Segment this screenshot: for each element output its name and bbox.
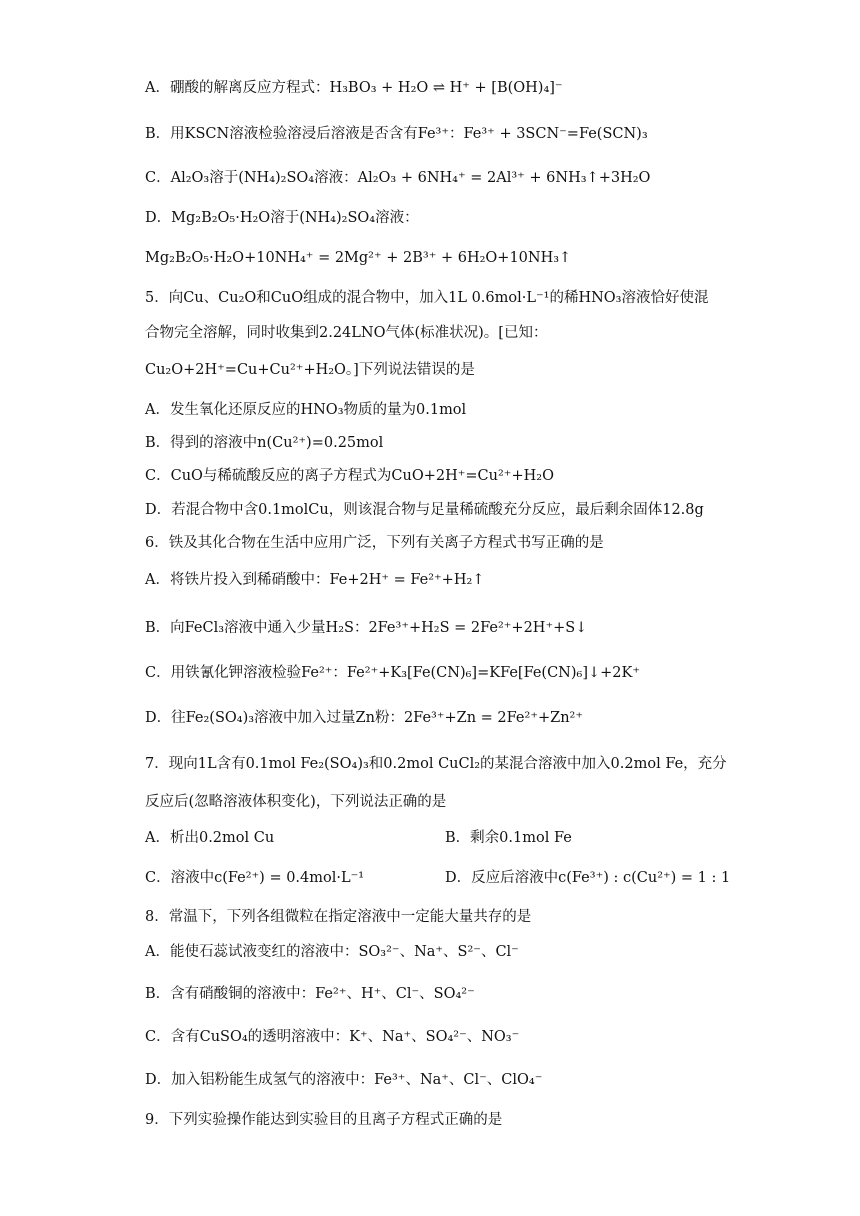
q5-option-c: C．CuO与稀硫酸反应的离子方程式为CuO+2H⁺=Cu²⁺+H₂O <box>145 468 554 484</box>
q6-option-d: D．往Fe₂(SO₄)₃溶液中加入过量Zn粉：2Fe³⁺+Zn = 2Fe²⁺+Zn²⁺ <box>145 710 584 726</box>
q7-option-d: D．反应后溶液中c(Fe³⁺) : c(Cu²⁺) = 1 : 1 <box>445 870 731 886</box>
q8-option-b: B．含有硝酸铜的溶液中：Fe²⁺、H⁺、Cl⁻、SO₄²⁻ <box>145 986 475 1002</box>
q5-stem-line-3: Cu₂O+2H⁺=Cu+Cu²⁺+H₂O。]下列说法错误的是 <box>145 362 475 378</box>
q4-option-b: B．用KSCN溶液检验溶浸后溶液是否含有Fe³⁺：Fe³⁺ + 3SCN⁻=Fe(SCN)₃ <box>145 126 648 142</box>
q6-stem: 6．铁及其化合物在生活中应用广泛，下列有关离子方程式书写正确的是 <box>145 535 604 551</box>
q7-option-c: C．溶液中c(Fe²⁺) = 0.4mol·L⁻¹ <box>145 870 365 886</box>
q7-stem-line-1: 7．现向1L含有0.1mol Fe₂(SO₄)₃和0.2mol CuCl₂的某混合溶液中加入0.2mol Fe，充分 <box>145 756 727 772</box>
q5-option-b: B．得到的溶液中n(Cu²⁺)=0.25mol <box>145 435 384 451</box>
q6-option-c: C．用铁氰化钾溶液检验Fe²⁺：Fe²⁺+K₃[Fe(CN)₆]=KFe[Fe(CN)₆]↓+2K⁺ <box>145 665 641 681</box>
q8-option-d: D．加入铝粉能生成氢气的溶液中：Fe³⁺、Na⁺、Cl⁻、ClO₄⁻ <box>145 1072 543 1088</box>
q5-stem-line-1: 5．向Cu、Cu₂O和CuO组成的混合物中，加入1L 0.6mol·L⁻¹的稀HNO₃溶液恰好使混 <box>145 290 709 306</box>
q7-option-b: B．剩余0.1mol Fe <box>445 830 572 846</box>
q9-stem: 9．下列实验操作能达到实验目的且离子方程式正确的是 <box>145 1112 503 1128</box>
q5-option-d: D．若混合物中含0.1molCu，则该混合物与足量稀硫酸充分反应，最后剩余固体12.8g <box>145 502 704 518</box>
q5-stem-line-2: 合物完全溶解，同时收集到2.24LNO气体(标准状况)。[已知： <box>145 325 548 341</box>
q4-option-d-equation: Mg₂B₂O₅·H₂O+10NH₄⁺ = 2Mg²⁺ + 2B³⁺ + 6H₂O+10NH₃↑ <box>145 250 572 266</box>
q6-option-b: B．向FeCl₃溶液中通入少量H₂S：2Fe³⁺+H₂S = 2Fe²⁺+2H⁺+S↓ <box>145 620 588 636</box>
q6-option-a: A．将铁片投入到稀硝酸中：Fe+2H⁺ = Fe²⁺+H₂↑ <box>145 572 485 588</box>
q4-option-c: C．Al₂O₃溶于(NH₄)₂SO₄溶液：Al₂O₃ + 6NH₄⁺ = 2Al³⁺ + 6NH₃↑+3H₂O <box>145 170 651 186</box>
q8-option-c: C．含有CuSO₄的透明溶液中：K⁺、Na⁺、SO₄²⁻、NO₃⁻ <box>145 1029 520 1045</box>
q8-option-a: A．能使石蕊试液变红的溶液中：SO₃²⁻、Na⁺、S²⁻、Cl⁻ <box>145 944 519 960</box>
q8-stem: 8．常温下，下列各组微粒在指定溶液中一定能大量共存的是 <box>145 909 532 925</box>
q7-option-a: A．析出0.2mol Cu <box>145 830 275 846</box>
q4-option-d: D．Mg₂B₂O₅·H₂O溶于(NH₄)₂SO₄溶液： <box>145 210 419 226</box>
q5-option-a: A．发生氧化还原反应的HNO₃物质的量为0.1mol <box>145 402 467 418</box>
q4-option-a: A．硼酸的解离反应方程式：H₃BO₃ + H₂O ⇌ H⁺ + [B(OH)₄]⁻ <box>145 80 563 96</box>
q7-stem-line-2: 反应后(忽略溶液体积变化)，下列说法正确的是 <box>145 794 447 810</box>
